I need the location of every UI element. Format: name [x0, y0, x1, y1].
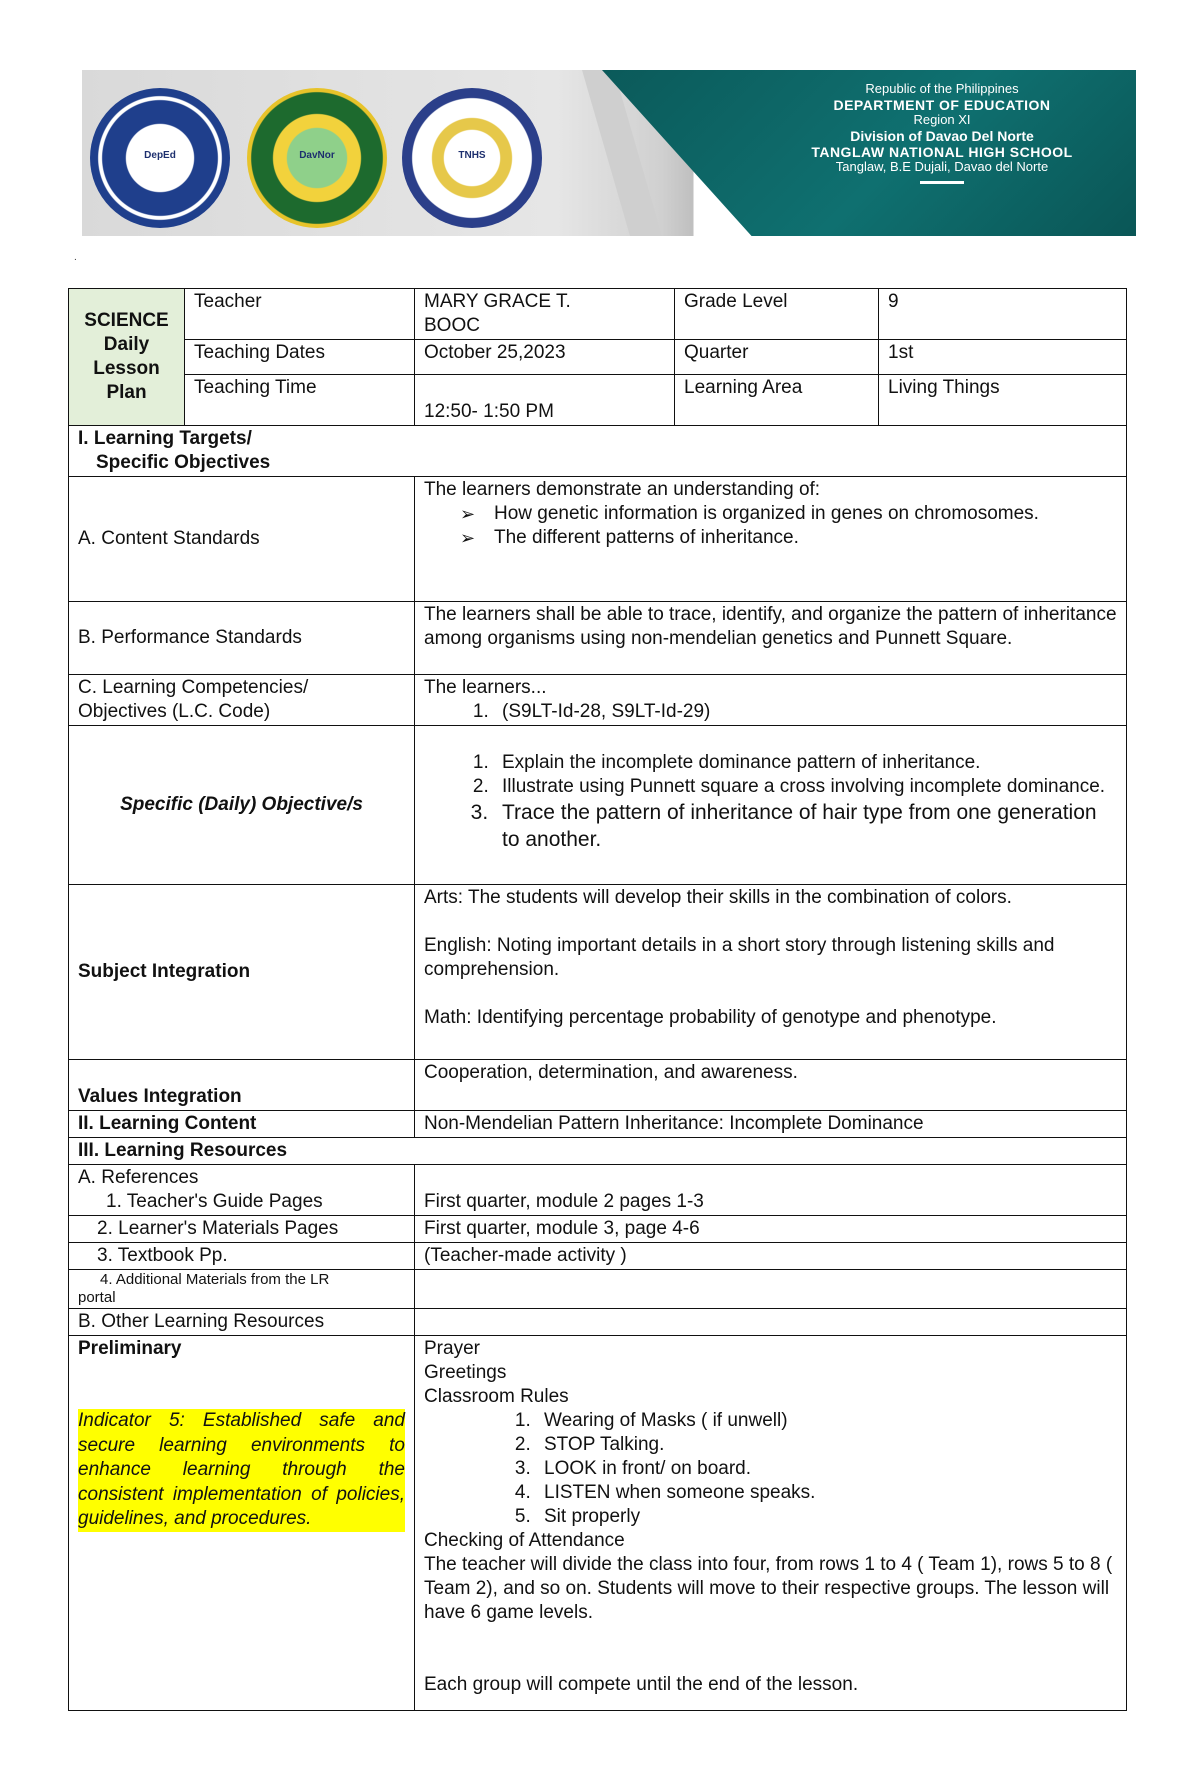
- teaching-dates-label: Teaching Dates: [185, 340, 415, 375]
- competencies-label: C. Learning Competencies/ Objectives (L.C. Code): [69, 675, 415, 726]
- subject-integration-value: Arts: The students will develop their skills in the combination of colors. English: Noting important details in a short story through listening skills and comprehension. Math: Identifying percentage probability of genotype and phenotype.: [415, 885, 1127, 1060]
- school-seal-icon: TNHS: [402, 88, 542, 228]
- plan-label: SCIENCE Daily Lesson Plan: [69, 289, 185, 426]
- objective-item: 1. Explain the incomplete dominance pattern of inheritance.: [494, 751, 1117, 775]
- indicator-note: Indicator 5: Established safe and secure learning environments to enhance learning through the consistent implementation of policies, guidelines, and procedures.: [78, 1409, 405, 1532]
- references-label: A. References 1. Teacher's Guide Pages: [69, 1165, 415, 1216]
- other-resources-label: B. Other Learning Resources: [69, 1309, 415, 1336]
- preliminary-cell: [69, 1336, 415, 1711]
- deped-seal-icon: DepEd: [90, 88, 230, 228]
- other-resources-value: [415, 1309, 1127, 1336]
- learning-content-label: II. Learning Content: [69, 1111, 415, 1138]
- lr-portal-value: [415, 1270, 1127, 1309]
- header-rule: [920, 181, 964, 184]
- subject-integration-label: Subject Integration: [69, 885, 415, 1060]
- teacher-value: MARY GRACE T. BOOC: [415, 289, 675, 340]
- header-line-1: Republic of the Philippines: [865, 81, 1019, 96]
- teaching-time-value: 12:50- 1:50 PM: [415, 375, 675, 426]
- preliminary-label: Preliminary: [78, 1338, 182, 1359]
- classroom-rule: 2. STOP Talking.: [536, 1433, 1117, 1457]
- specific-objectives-label: Specific (Daily) Objective/s: [69, 726, 415, 885]
- lesson-plan-table: [68, 288, 1127, 1711]
- objective-item: 3. Trace the pattern of inheritance of hair type from one generation to another.: [494, 799, 1117, 853]
- header-line-6: Tanglaw, B.E Dujali, Davao del Norte: [835, 159, 1049, 175]
- deped-heading: [772, 82, 1112, 184]
- lr-portal-label: 4. Additional Materials from the LR portal: [69, 1270, 415, 1309]
- learning-area-value: Living Things: [879, 375, 1127, 426]
- preliminary-activities: Prayer Greetings Classroom Rules 1. Wearing of Masks ( if unwell) 2. STOP Talking. 3. LOOK in front/ on board. 4. LISTEN when someone speaks. 5. Sit properly Checking of Attendance The teacher will divide the class into four, from rows 1 to 4 ( Team 1), rows 5 to 8 ( Team 2), and so on. Students will move to their respective groups. The lesson will have 6 game levels. Each group will compete until the end of the lesson.: [415, 1336, 1127, 1711]
- objective-item: 2. Illustrate using Punnett square a cross involving incomplete dominance.: [494, 775, 1117, 799]
- competency-code: 1. (S9LT-Id-28, S9LT-Id-29): [494, 700, 1117, 724]
- specific-objectives-value: [415, 726, 1127, 885]
- division-seal-icon: DavNor: [247, 88, 387, 228]
- content-standards-label: A. Content Standards: [69, 477, 415, 602]
- header-line-5: TANGLAW NATIONAL HIGH SCHOOL: [811, 144, 1073, 161]
- content-standard-item: ➢ The different patterns of inheritance.: [424, 526, 1117, 550]
- classroom-rule: 3. LOOK in front/ on board.: [536, 1457, 1117, 1481]
- content-standards-value: The learners demonstrate an understanding of: ➢ How genetic information is organized in genes on chromosomes. ➢ The different patterns of inheritance.: [415, 477, 1127, 602]
- learning-area-label: Learning Area: [675, 375, 879, 426]
- teachers-guide-value: First quarter, module 2 pages 1-3: [415, 1165, 1127, 1216]
- learners-materials-label: 2. Learner's Materials Pages: [69, 1216, 415, 1243]
- grade-level-label: Grade Level: [675, 289, 879, 340]
- teacher-label: Teacher: [185, 289, 415, 340]
- values-integration-value: Cooperation, determination, and awareness.: [415, 1060, 1127, 1111]
- header-line-3: Region XI: [913, 112, 971, 128]
- grade-level-value: 9: [879, 289, 1127, 340]
- performance-standards-label: B. Performance Standards: [69, 602, 415, 675]
- quarter-value: 1st: [879, 340, 1127, 375]
- header-banner: [82, 70, 1136, 236]
- competencies-value: The learners... 1. (S9LT-Id-28, S9LT-Id-29): [415, 675, 1127, 726]
- textbook-label: 3. Textbook Pp.: [69, 1243, 415, 1270]
- content-standard-item: ➢ How genetic information is organized in genes on chromosomes.: [424, 502, 1117, 526]
- learning-content-value: Non-Mendelian Pattern Inheritance: Incomplete Dominance: [415, 1111, 1127, 1138]
- learners-materials-value: First quarter, module 3, page 4-6: [415, 1216, 1127, 1243]
- classroom-rule: 5. Sit properly: [536, 1505, 1117, 1529]
- classroom-rule: 1. Wearing of Masks ( if unwell): [536, 1409, 1117, 1433]
- textbook-value: (Teacher-made activity ): [415, 1243, 1127, 1270]
- header-line-2: DEPARTMENT OF EDUCATION: [833, 96, 1051, 113]
- header-line-4: Division of Davao Del Norte: [850, 127, 1034, 144]
- teaching-time-label: Teaching Time: [185, 375, 415, 426]
- stray-dot: .: [74, 252, 77, 263]
- quarter-label: Quarter: [675, 340, 879, 375]
- learning-resources-heading: III. Learning Resources: [69, 1138, 1127, 1165]
- classroom-rule: 4. LISTEN when someone speaks.: [536, 1481, 1117, 1505]
- teaching-dates-value: October 25,2023: [415, 340, 675, 375]
- learning-targets-heading: I. Learning Targets/ Specific Objectives: [69, 426, 1127, 477]
- performance-standards-value: The learners shall be able to trace, identify, and organize the pattern of inheritance among organisms using non-mendelian genetics and Punnett Square.: [415, 602, 1127, 675]
- values-integration-label: Values Integration: [69, 1060, 415, 1111]
